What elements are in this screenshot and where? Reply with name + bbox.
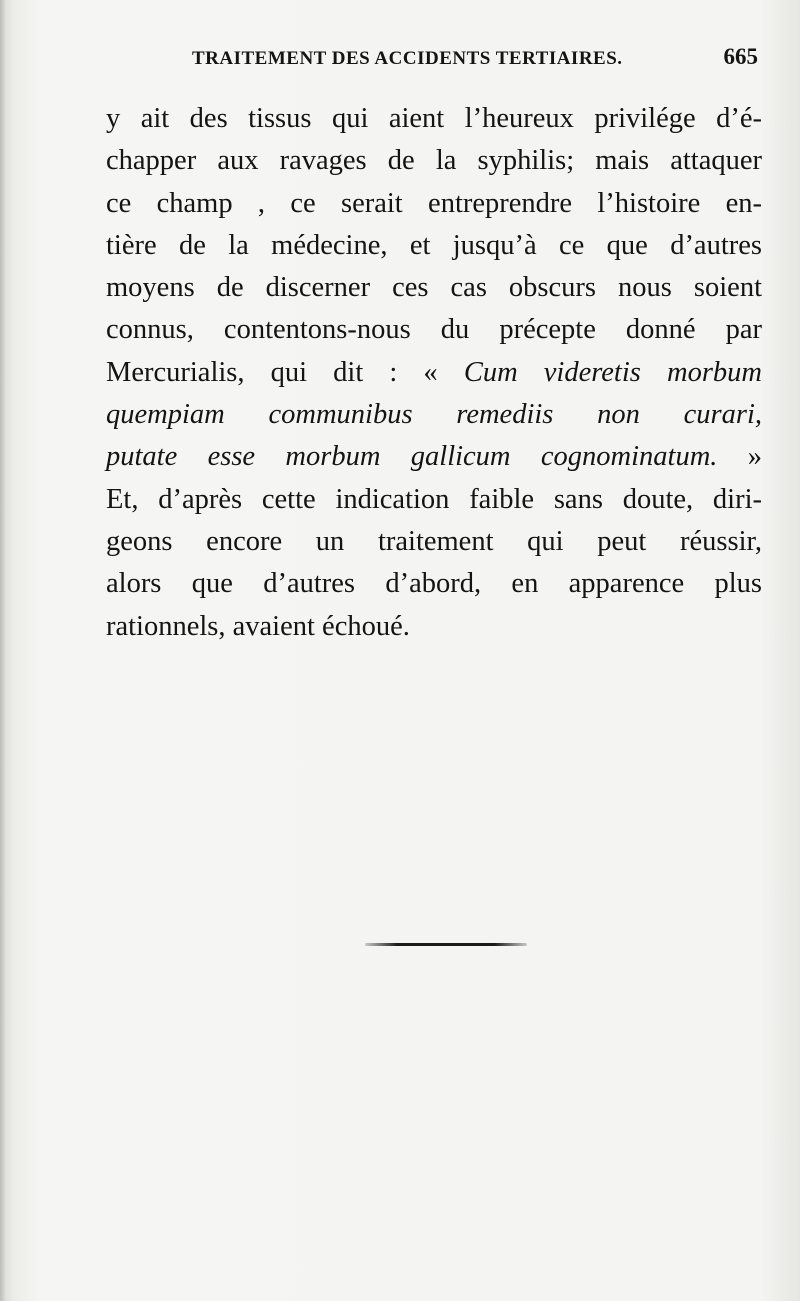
page-gutter-shadow xyxy=(0,0,6,1301)
running-title: TRAITEMENT DES ACCIDENTS TERTIAIRES. xyxy=(192,48,623,69)
running-header xyxy=(192,44,758,76)
latin-quote-part-2: quempiam communibus remediis non curari, xyxy=(106,399,762,431)
quote-close: » xyxy=(717,441,763,473)
quote-intro: Mercurialis, qui dit : « xyxy=(106,356,464,388)
text-line: connus, contentons-nous du précepte donné par xyxy=(106,314,762,346)
text-line-last: rationnels, avaient échoué. xyxy=(106,610,410,642)
text-line: alors que d’autres d’abord, en apparence plus xyxy=(106,568,762,600)
body-text xyxy=(106,98,762,648)
text-line-quote-end xyxy=(106,436,762,478)
text-line: y ait des tissus qui aient l’heureux privilége d’é- xyxy=(106,103,762,134)
text-line-quote-start xyxy=(106,352,762,394)
text-line: ce champ , ce serait entreprendre l’histoire en- xyxy=(106,187,762,219)
text-line: chapper aux ravages de la syphilis; mais attaquer xyxy=(106,145,762,177)
text-line: geons encore un traitement qui peut réussir, xyxy=(106,525,762,557)
page-number: 665 xyxy=(723,44,758,69)
latin-quote-part-3: putate esse morbum gallicum cognominatum. xyxy=(106,441,718,473)
latin-quote-part-1: Cum videretis morbum xyxy=(463,356,762,388)
text-line: Et, d’après cette indication faible sans doute, diri- xyxy=(106,483,762,515)
section-end-rule xyxy=(365,943,527,946)
text-line: tière de la médecine, et jusqu’à ce que d’autres xyxy=(106,229,762,261)
text-line: moyens de discerner ces cas obscurs nous soient xyxy=(106,272,762,304)
